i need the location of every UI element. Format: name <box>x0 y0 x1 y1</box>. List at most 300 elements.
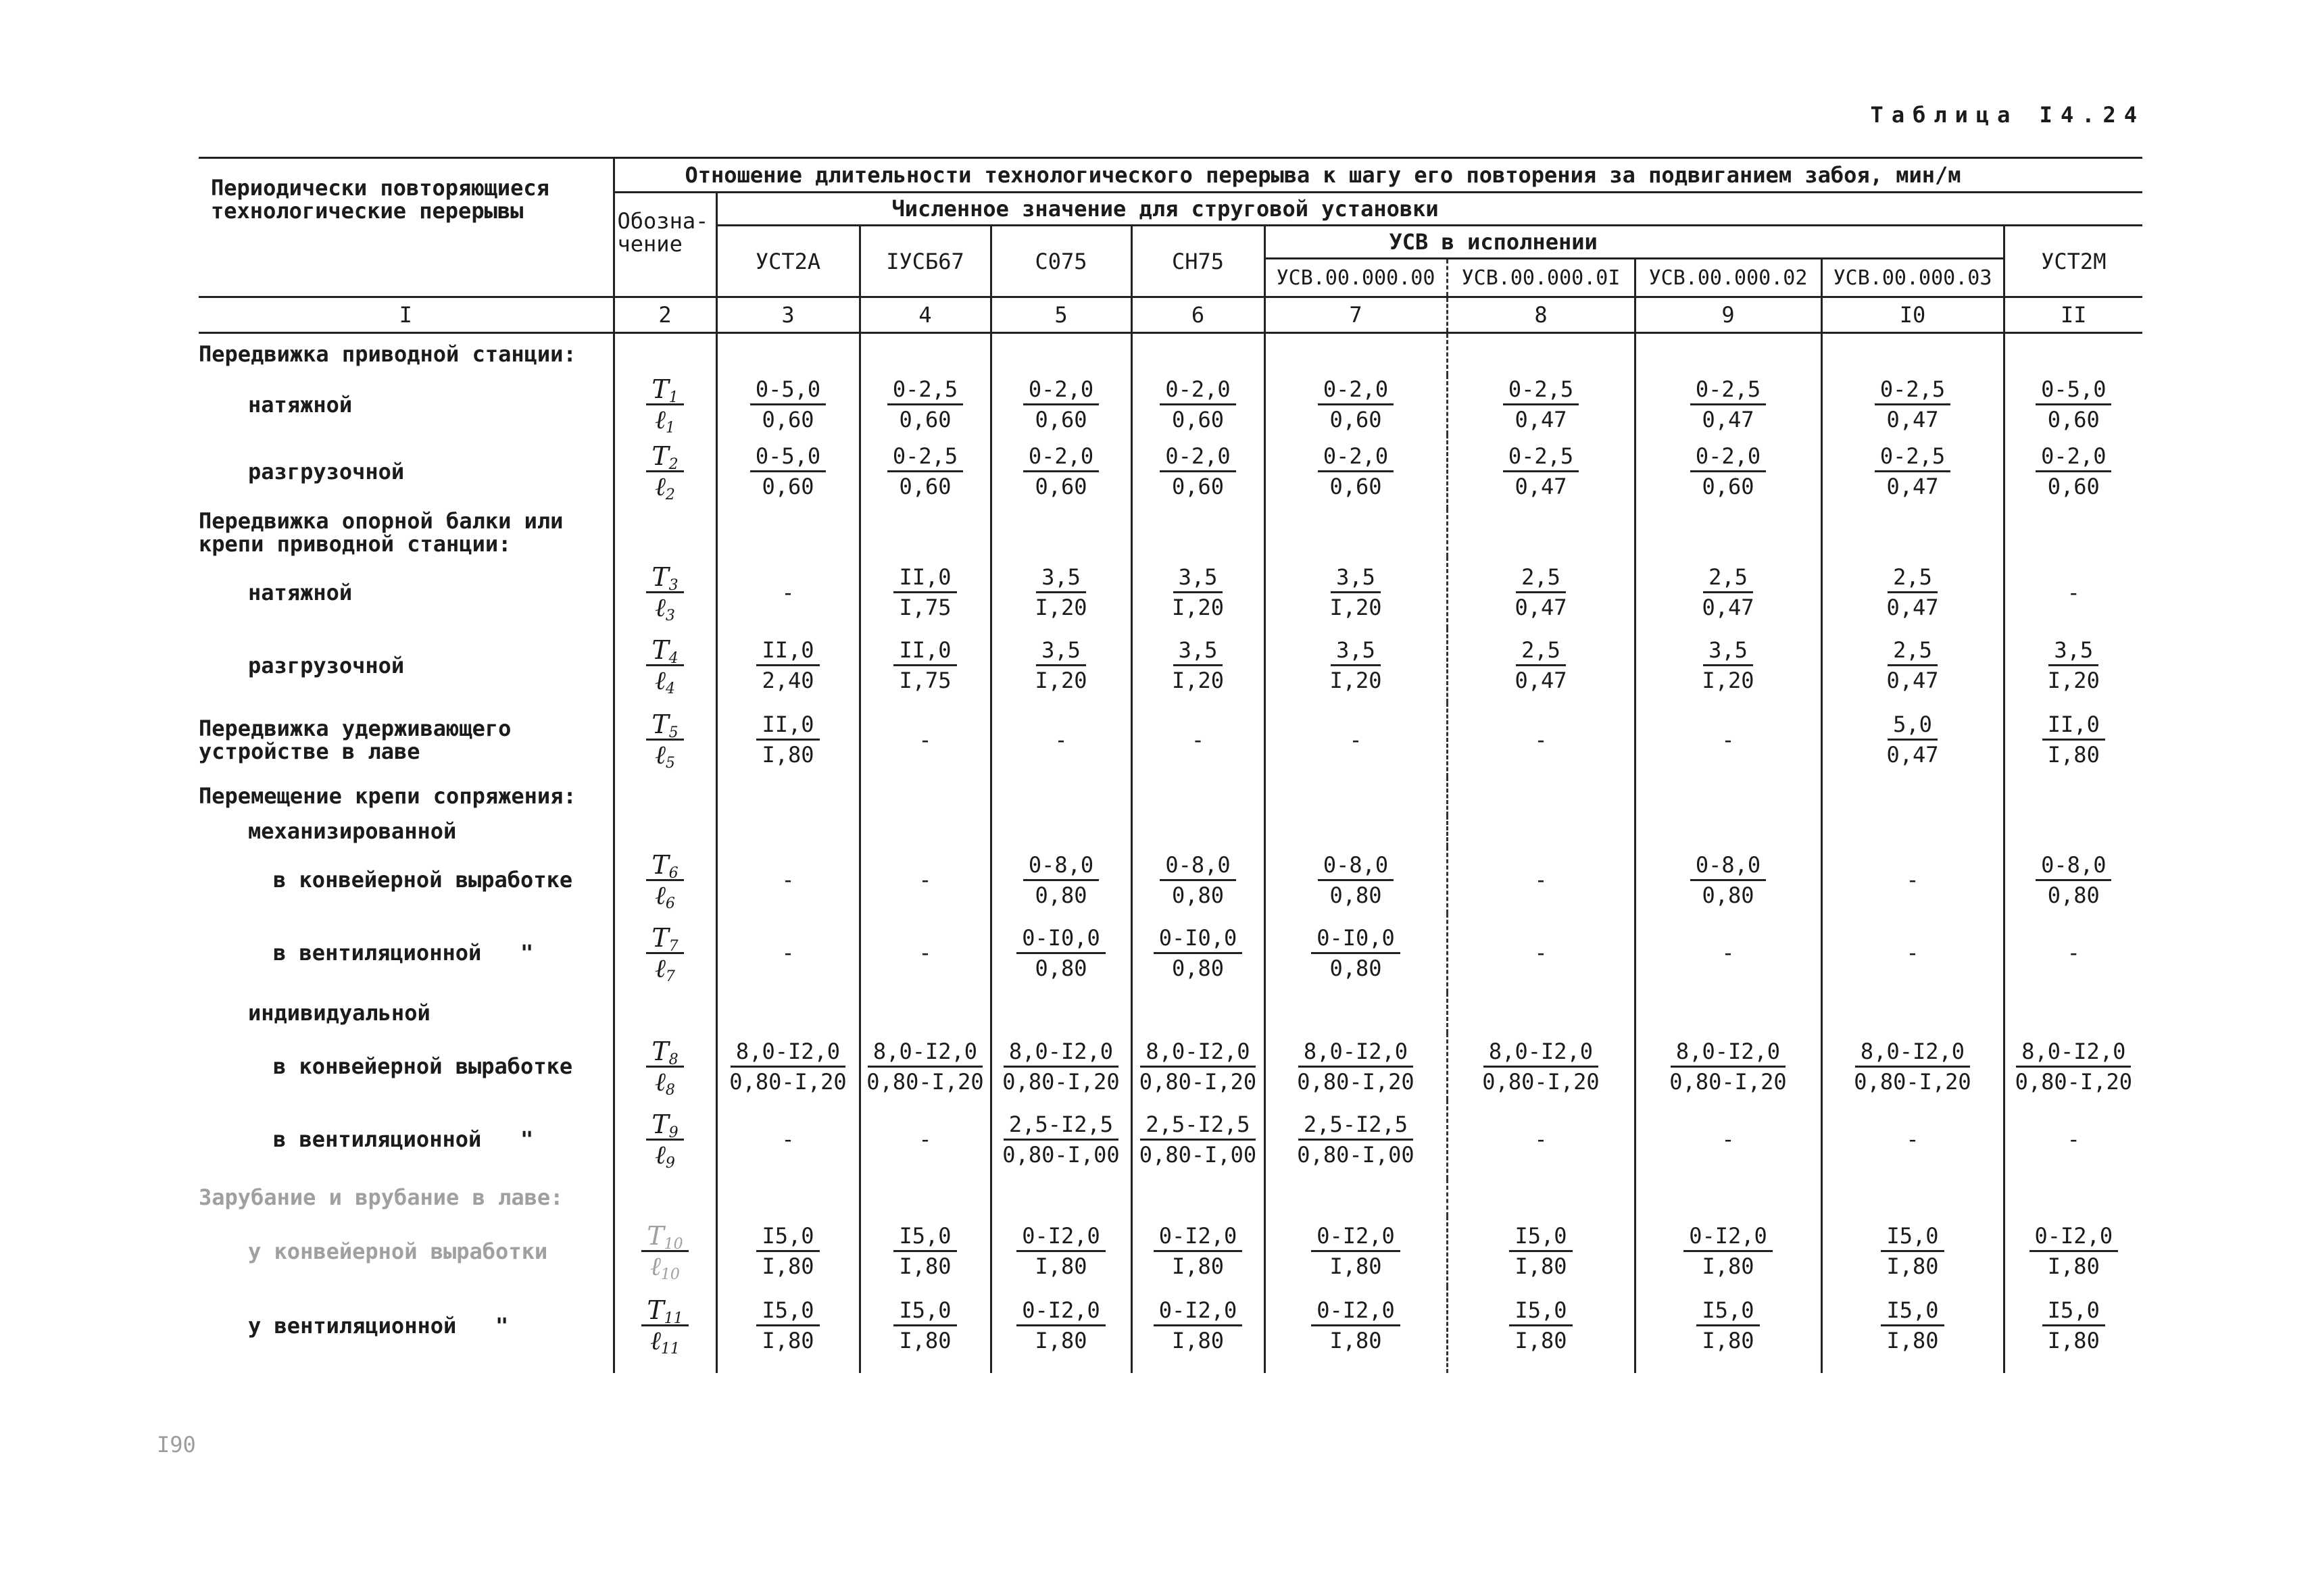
ratio-fraction <box>1139 1110 1256 1169</box>
repeat-step: 0,60 <box>2047 407 2100 432</box>
ratio-fraction <box>1297 1110 1414 1169</box>
value-cell <box>1264 1100 1447 1179</box>
repeat-step: 0,80-I,00 <box>1139 1141 1257 1168</box>
designation-cell <box>614 914 716 993</box>
break-duration: 2,5-I2,5 <box>1298 1110 1413 1141</box>
repeat-step: 0,47 <box>1515 668 1567 693</box>
break-duration: 0-8,0 <box>2036 851 2111 881</box>
value-cell <box>991 1287 1131 1373</box>
designation-cell <box>614 1216 716 1287</box>
value-cell <box>1447 1100 1635 1179</box>
value-cell <box>991 557 1131 628</box>
row-label: разгрузочной <box>248 652 405 678</box>
value-cell <box>1635 777 1821 816</box>
value-cell <box>716 703 860 777</box>
column-number: I0 <box>1821 297 2004 333</box>
row-label: в вентиляционной " <box>273 1126 534 1152</box>
value-cell <box>1264 1216 1447 1287</box>
value-cell <box>1264 333 1447 375</box>
value-cell <box>2004 509 2142 557</box>
row-label: Перемещение крепи сопряжения: <box>199 783 576 809</box>
repeat-step: I,80 <box>762 1253 814 1279</box>
value-cell <box>2004 333 2142 375</box>
step-index: 11 <box>660 1341 680 1357</box>
value-cell <box>1264 1287 1447 1373</box>
ratio-fraction <box>1002 1037 1119 1096</box>
step-symbol: ℓ <box>655 953 666 983</box>
value-cell <box>1447 1033 1635 1100</box>
repeat-step: 0,60 <box>1171 407 1225 432</box>
break-duration: 3,5 <box>2048 636 2098 666</box>
value-cell <box>1821 777 2004 816</box>
installation-header-s075: С075 <box>991 226 1131 297</box>
no-value-dash: - <box>1054 726 1068 753</box>
value-cell <box>716 777 860 816</box>
value-cell <box>1635 1216 1821 1287</box>
break-duration: 8,0-I2,0 <box>1855 1037 1970 1068</box>
designation-cell <box>614 777 716 816</box>
step-symbol: ℓ <box>655 740 666 770</box>
duration-symbol: T <box>651 849 669 880</box>
ratio-fraction <box>1503 442 1579 501</box>
repeat-step: I,80 <box>899 1328 952 1353</box>
ratio-fraction <box>2042 1296 2105 1355</box>
ratio-fraction <box>2036 851 2111 909</box>
ratio-fraction <box>893 563 956 622</box>
break-duration: 8,0-I2,0 <box>1483 1037 1598 1068</box>
value-cell <box>1131 333 1264 375</box>
break-duration: I5,0 <box>1509 1222 1572 1252</box>
repeat-step: I,80 <box>1702 1253 1754 1279</box>
value-cell <box>1635 1287 1821 1373</box>
designation-fraction <box>646 636 683 695</box>
break-duration: 0-2,0 <box>1160 375 1235 405</box>
break-duration: I5,0 <box>1881 1296 1944 1326</box>
section-row <box>199 333 2142 375</box>
value-cell <box>1635 914 1821 993</box>
break-duration: 2,5 <box>1703 563 1753 593</box>
value-cell <box>1131 993 1264 1033</box>
designation-numerator <box>646 1037 683 1068</box>
value-cell <box>991 847 1131 914</box>
step-index: 4 <box>665 680 675 697</box>
designation-denominator <box>655 593 675 622</box>
ratio-fraction <box>756 636 819 695</box>
designation-cell <box>614 1100 716 1179</box>
value-cell <box>860 1033 991 1100</box>
step-symbol: ℓ <box>655 666 666 695</box>
step-index: 10 <box>660 1266 680 1283</box>
section-row <box>199 1179 2142 1216</box>
break-duration: 0-2,5 <box>1875 375 1950 405</box>
value-cell <box>2004 434 2142 509</box>
ratio-fraction <box>1683 1222 1773 1280</box>
ratio-fraction <box>2036 375 2111 434</box>
duration-index: 10 <box>664 1236 683 1253</box>
value-cell <box>991 1033 1131 1100</box>
value-cell <box>1821 993 2004 1033</box>
repeat-step: I,80 <box>899 1253 952 1279</box>
value-cell <box>1131 777 1264 816</box>
break-duration: 8,0-I2,0 <box>1004 1037 1118 1068</box>
step-symbol: ℓ <box>655 1066 666 1097</box>
break-duration: 3,5 <box>1331 636 1381 666</box>
ratio-fraction <box>756 1296 819 1355</box>
value-cell <box>860 847 991 914</box>
no-value-dash: - <box>1721 726 1735 753</box>
ratio-fraction <box>1875 442 1950 501</box>
value-cell <box>991 434 1131 509</box>
repeat-step: I,20 <box>1035 668 1087 693</box>
no-value-dash: - <box>1906 867 1919 893</box>
ratio-fraction <box>1503 375 1579 434</box>
designation-fraction <box>641 1221 688 1283</box>
header-row <box>199 158 2142 193</box>
step-index: 2 <box>665 487 675 503</box>
repeat-step: I,80 <box>1886 1328 1939 1353</box>
ratio-fraction <box>1035 636 1087 695</box>
repeat-step: I,80 <box>1515 1328 1567 1353</box>
repeat-step: I,75 <box>899 668 952 693</box>
row-label: у конвейерной выработки <box>248 1238 548 1264</box>
value-cell <box>991 1100 1131 1179</box>
table-row <box>199 914 2142 993</box>
value-cell <box>716 1287 860 1373</box>
row-label: Передвижка приводной станции: <box>199 341 576 368</box>
no-value-dash: - <box>2067 1126 2080 1152</box>
designation-numerator <box>646 442 683 472</box>
no-value-dash: - <box>1349 726 1362 753</box>
repeat-step: I,80 <box>1171 1328 1225 1353</box>
repeat-step: 0,47 <box>1702 595 1754 620</box>
row-label: Передвижка опорной балки или крепи приводной станции: <box>199 508 576 557</box>
break-duration: 3,5 <box>1036 636 1086 666</box>
column-number: 3 <box>716 297 860 333</box>
repeat-step: 0,80-I,20 <box>1854 1068 1971 1095</box>
step-symbol: ℓ <box>655 1139 666 1170</box>
value-cell <box>860 816 991 847</box>
break-duration: 0-2,0 <box>1023 375 1099 405</box>
ratio-fraction <box>2048 636 2100 695</box>
duration-symbol: T <box>647 1221 664 1251</box>
value-cell <box>1264 703 1447 777</box>
value-cell <box>991 375 1131 434</box>
repeat-step: 0,80-I,20 <box>729 1068 847 1095</box>
designation-denominator <box>655 1139 675 1172</box>
section-row <box>199 993 2142 1033</box>
value-cell <box>1447 777 1635 816</box>
repeat-step: I,20 <box>1702 668 1754 693</box>
break-duration: 8,0-I2,0 <box>731 1037 845 1068</box>
designation-cell <box>614 816 716 847</box>
ratio-fraction <box>1016 1296 1106 1355</box>
ratio-fraction <box>1318 851 1394 909</box>
break-duration: 0-I2,0 <box>1154 1222 1243 1252</box>
break-duration: II,0 <box>756 710 819 741</box>
repeat-step: 2,40 <box>762 668 814 693</box>
table-row <box>199 1100 2142 1179</box>
row-label-header: Периодически повторяющиеся технологические перерывы <box>199 158 614 297</box>
break-duration: 0-8,0 <box>1318 851 1394 881</box>
value-cell <box>991 777 1131 816</box>
repeat-step: 0,47 <box>1515 407 1567 432</box>
value-cell <box>716 628 860 703</box>
column-number: 8 <box>1447 297 1635 333</box>
no-value-dash: - <box>1534 1126 1548 1152</box>
section-row <box>199 816 2142 847</box>
row-label: в конвейерной выработке <box>273 1053 573 1079</box>
ratio-fraction <box>893 1296 956 1355</box>
repeat-step: 0,60 <box>899 474 952 499</box>
repeat-step: I,80 <box>2047 1328 2100 1353</box>
designation-numerator <box>646 710 683 741</box>
break-duration: 0-2,0 <box>1318 442 1394 472</box>
repeat-step: I,80 <box>1035 1253 1087 1279</box>
value-cell <box>1821 628 2004 703</box>
break-duration: 8,0-I2,0 <box>2016 1037 2131 1068</box>
value-cell <box>716 434 860 509</box>
no-value-dash: - <box>918 1126 932 1152</box>
value-cell <box>1447 816 1635 847</box>
duration-symbol: T <box>651 1109 669 1139</box>
designation-denominator <box>650 1326 680 1355</box>
break-duration: I5,0 <box>1881 1222 1944 1252</box>
break-duration: 2,5 <box>1516 563 1566 593</box>
break-duration: 0-8,0 <box>1690 851 1766 881</box>
value-cell <box>1821 434 2004 509</box>
value-cell <box>2004 993 2142 1033</box>
column-number: 7 <box>1264 297 1447 333</box>
value-cell <box>860 1100 991 1179</box>
ratio-fraction <box>2029 1222 2119 1280</box>
ratio-fraction <box>1509 1296 1572 1355</box>
value-cell <box>860 703 991 777</box>
table-header <box>199 158 2142 333</box>
value-cell <box>1447 1216 1635 1287</box>
designation-numerator <box>641 1222 688 1252</box>
break-duration: II,0 <box>893 563 956 593</box>
value-cell <box>1821 1033 2004 1100</box>
value-cell <box>1131 1100 1264 1179</box>
row-label: натяжной <box>248 391 353 418</box>
duration-symbol: T <box>651 922 669 953</box>
ratio-fraction <box>1329 563 1381 622</box>
ratio-fraction <box>1139 1037 1256 1096</box>
repeat-step: 0,80-I,00 <box>1002 1141 1120 1168</box>
duration-index: 9 <box>668 1124 679 1141</box>
ratio-fraction <box>1160 375 1235 434</box>
designation-denominator <box>655 472 675 501</box>
ratio-fraction <box>1690 375 1766 434</box>
no-value-dash: - <box>1191 726 1205 753</box>
value-cell <box>1635 847 1821 914</box>
ratio-fraction <box>1318 375 1394 434</box>
designation-denominator <box>655 666 675 695</box>
no-value-dash: - <box>781 1126 795 1152</box>
ratio-fraction <box>1515 636 1567 695</box>
break-duration: 8,0-I2,0 <box>1140 1037 1255 1068</box>
value-cell <box>1131 914 1264 993</box>
repeat-step: 0,60 <box>2047 474 2100 499</box>
repeat-step: I,80 <box>1171 1253 1225 1279</box>
value-cell <box>2004 375 2142 434</box>
table-row <box>199 847 2142 914</box>
value-cell <box>1821 1287 2004 1373</box>
break-duration: 0-I2,0 <box>1683 1222 1773 1252</box>
step-index: 7 <box>665 968 675 985</box>
repeat-step: 0,80 <box>1171 955 1225 981</box>
value-cell <box>1821 703 2004 777</box>
designation-numerator <box>646 636 683 666</box>
value-cell <box>991 993 1131 1033</box>
break-duration: 0-I2,0 <box>1311 1296 1400 1326</box>
duration-index: 4 <box>668 650 679 667</box>
break-duration: 0-2,5 <box>1503 442 1579 472</box>
ratio-fraction <box>1160 851 1235 909</box>
repeat-step: I,20 <box>2047 668 2100 693</box>
break-duration: 8,0-I2,0 <box>1298 1037 1413 1068</box>
value-cell <box>1635 628 1821 703</box>
break-duration: 3,5 <box>1331 563 1381 593</box>
value-cell <box>1447 557 1635 628</box>
ratio-fraction <box>1854 1037 1971 1096</box>
value-cell <box>860 1216 991 1287</box>
value-cell <box>2004 1033 2142 1100</box>
value-cell <box>1264 847 1447 914</box>
value-cell <box>991 509 1131 557</box>
repeat-step: 0,80-I,20 <box>1482 1068 1600 1095</box>
break-duration: 3,5 <box>1703 636 1753 666</box>
ratio-fraction <box>1690 851 1766 909</box>
value-cell <box>860 777 991 816</box>
repeat-step: 0,80 <box>2047 882 2100 908</box>
column-number: 9 <box>1635 297 1821 333</box>
repeat-step: 0,47 <box>1886 668 1939 693</box>
repeat-step: I,20 <box>1035 595 1087 620</box>
repeat-step: 0,47 <box>1886 595 1939 620</box>
designation-cell <box>614 375 716 434</box>
repeat-step: 0,47 <box>1886 742 1939 768</box>
designation-cell <box>614 993 716 1033</box>
ratio-fraction <box>756 710 819 769</box>
value-cell <box>716 1179 860 1216</box>
value-cell <box>860 628 991 703</box>
value-cell <box>2004 1287 2142 1373</box>
ratio-fraction <box>1881 1222 1944 1280</box>
ratio-fraction <box>1154 1222 1243 1280</box>
repeat-step: 0,80 <box>1702 882 1754 908</box>
break-duration: I5,0 <box>893 1222 956 1252</box>
step-symbol: ℓ <box>650 1326 661 1355</box>
designation-fraction <box>641 1296 688 1355</box>
row-label: в конвейерной выработке <box>273 867 573 893</box>
value-cell <box>1447 434 1635 509</box>
value-cell <box>1264 1179 1447 1216</box>
designation-fraction <box>646 563 683 622</box>
ratio-fraction <box>1311 1296 1400 1355</box>
page-number: I90 <box>157 1432 196 1457</box>
break-duration: 0-2,0 <box>1318 375 1394 405</box>
designation-fraction <box>646 849 683 912</box>
ratio-fraction <box>1318 442 1394 501</box>
break-duration: I5,0 <box>1509 1296 1572 1326</box>
repeat-step: 0,47 <box>1515 474 1567 499</box>
break-duration: 0-5,0 <box>750 375 826 405</box>
value-cell <box>1635 816 1821 847</box>
designation-denominator <box>655 740 675 772</box>
ratio-fraction <box>1016 924 1106 982</box>
designation-cell <box>614 703 716 777</box>
value-cell <box>2004 1100 2142 1179</box>
no-value-dash: - <box>918 867 932 893</box>
ratio-fraction <box>893 636 956 695</box>
step-index: 5 <box>665 755 675 772</box>
installation-header-usv01: УСВ.00.000.0I <box>1447 259 1635 297</box>
value-cell <box>1131 557 1264 628</box>
designation-cell <box>614 1287 716 1373</box>
designation-denominator <box>655 953 675 985</box>
installation-header-usv03: УСВ.00.000.03 <box>1821 259 2004 297</box>
ratio-fraction <box>1482 1037 1599 1096</box>
value-cell <box>716 847 860 914</box>
ratio-fraction <box>1297 1037 1414 1096</box>
ratio-fraction <box>750 442 826 501</box>
break-duration: 0-8,0 <box>1023 851 1099 881</box>
value-cell <box>1131 1033 1264 1100</box>
break-duration: 5,0 <box>1888 710 1938 741</box>
break-duration: 8,0-I2,0 <box>868 1037 983 1068</box>
value-cell <box>1131 1179 1264 1216</box>
break-duration: 0-I2,0 <box>1016 1296 1106 1326</box>
section-row <box>199 509 2142 557</box>
value-cell <box>716 557 860 628</box>
column-number: 2 <box>614 297 716 333</box>
ratio-fraction <box>887 442 963 501</box>
value-cell <box>860 434 991 509</box>
ratio-fraction <box>756 1222 819 1280</box>
break-duration: 0-2,0 <box>1160 442 1235 472</box>
break-duration: 0-2,0 <box>1023 442 1099 472</box>
designation-cell <box>614 509 716 557</box>
no-value-dash: - <box>781 867 795 893</box>
repeat-step: 0,47 <box>1886 474 1939 499</box>
value-cell <box>1447 914 1635 993</box>
value-cell <box>1447 333 1635 375</box>
repeat-step: 0,80-I,20 <box>1139 1068 1257 1095</box>
value-cell <box>1635 434 1821 509</box>
table-row <box>199 1033 2142 1100</box>
repeat-step: 0,60 <box>1035 407 1087 432</box>
value-cell <box>1264 1033 1447 1100</box>
value-cell <box>860 914 991 993</box>
duration-index: 5 <box>668 724 679 741</box>
break-duration: 0-2,5 <box>887 375 963 405</box>
value-cell <box>716 375 860 434</box>
ratio-fraction <box>1311 924 1400 982</box>
no-value-dash: - <box>918 726 932 753</box>
value-cell <box>1821 1100 2004 1179</box>
value-cell <box>1635 993 1821 1033</box>
value-cell <box>991 628 1131 703</box>
break-duration: 0-2,0 <box>2036 442 2111 472</box>
duration-symbol: T <box>651 441 669 471</box>
ratio-fraction <box>1311 1222 1400 1280</box>
duration-symbol: T <box>651 709 669 739</box>
repeat-step: 0,80 <box>1035 955 1087 981</box>
value-cell <box>2004 914 2142 993</box>
value-cell <box>991 703 1131 777</box>
no-value-dash: - <box>1534 940 1548 966</box>
